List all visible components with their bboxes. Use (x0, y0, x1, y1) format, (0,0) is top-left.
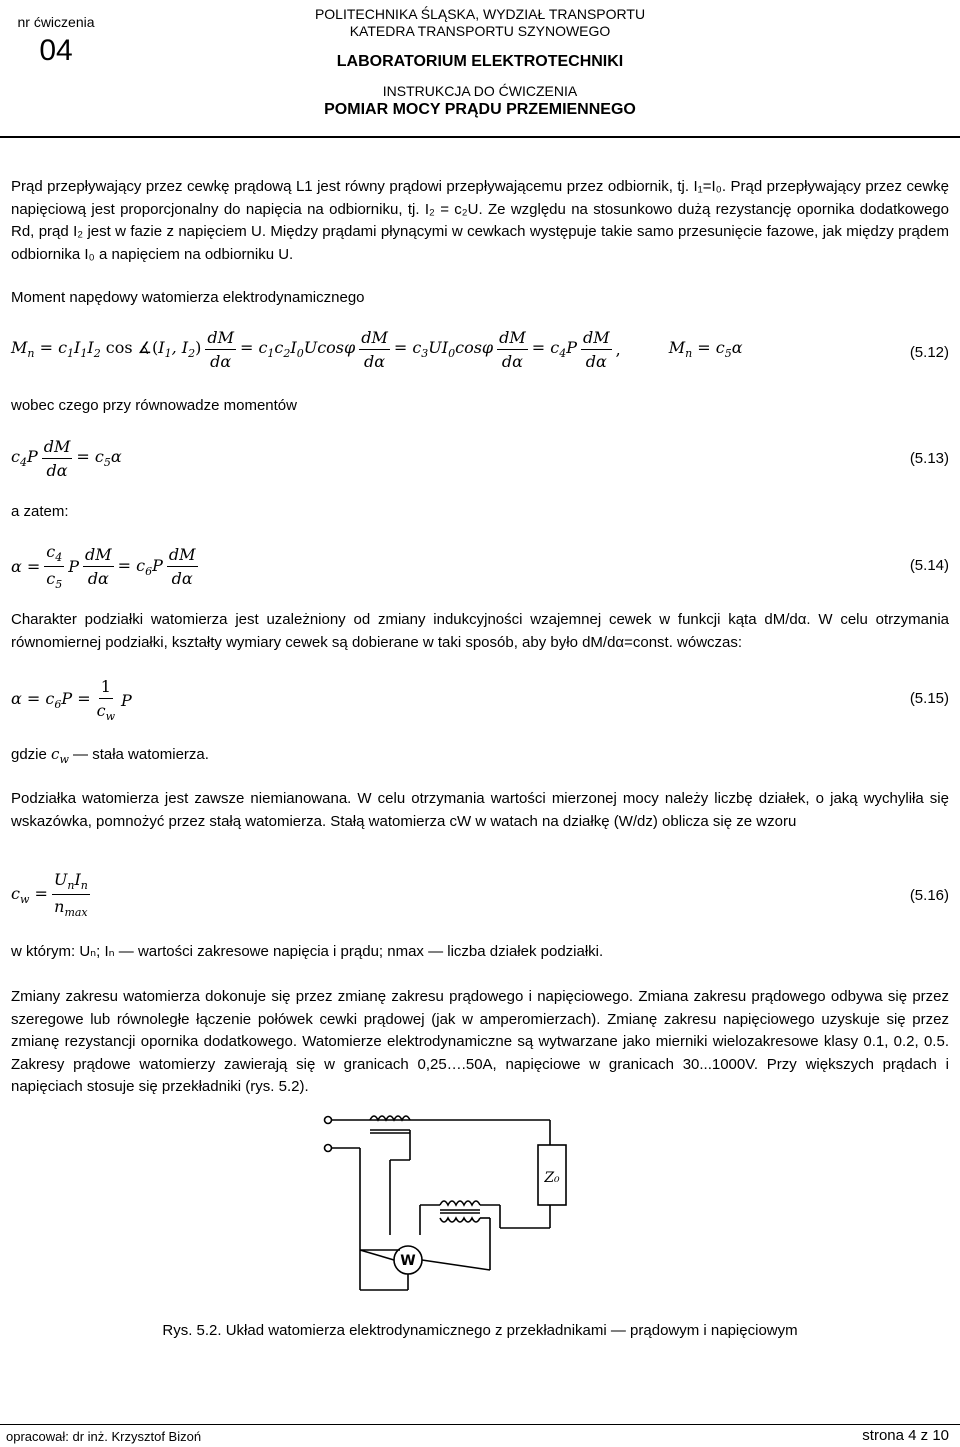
paragraph-equilibrium: wobec czego przy równowadze momentów (11, 397, 297, 414)
equation-5-13: $c_4P$ $\frac{dM}{d\alpha}$ = $c_5\alpha$ (11, 437, 122, 480)
equation-5-12: $M_n = c_1I_1I_2$ $\cos ∡(I_1$, $I_2$) $\frac{dM}{d\alpha}$ = $c_1c_2I_0Ucos\varphi$ $\frac{dM}{d\alpha}$ = $c_3UI_0\cos\varphi$ $\frac{dM}{d\alpha}$ = $c_4P$ $\frac{dM}{d\alpha}$ , $M_n = c_5\alpha$ (11, 328, 743, 371)
equation-number-5-15: (5.15) (909, 690, 949, 707)
paragraph-range-change: Zmiany zakresu watomierza dokonuje się przez zmianę zakresu prądowego i napięciowego. Zmiana zakresu prądowego odbywa się przez szeregowe lub równoległe łączenie połówek cewki prądowej (jak w amperomierzach). Zmianę zakresu napięciowego uzyskuje się przez zmianę rezystancji opornika dodatkowego. Watomierze elektrodynamiczne są wytwarzane jako mierniki wielozakresowe klasy 0.1, 0.2, 0.5. Zakresy prądowe watomierzy zawierają się w granicach 0,25….50A, napięciowe w granicach 30...1000V. Przy większych prądach i napięciach stosuje się przekładniki (rys. 5.2). (11, 988, 949, 1095)
instruction-label: INSTRUKCJA DO ĆWICZENIA (382, 83, 578, 99)
paragraph-where: gdzie $c_w$ — stała watomierza. (11, 745, 209, 766)
equation-5-14: α = $\frac{c_4}{c_5}$ P $\frac{dM}{d\alpha}$ = $c_6P$ $\frac{dM}{d\alpha}$ (11, 542, 196, 592)
header-divider (0, 136, 960, 138)
figure-caption: Rys. 5.2. Układ watomierza elektrodynamicznego z przekładnikami — prądowym i napięciowym (162, 1322, 798, 1339)
equation-number-5-16: (5.16) (909, 887, 949, 904)
load-label: Z₀ (544, 1170, 560, 1186)
paragraph-scale-unitless: Podziałka watomierza jest zawsze niemianowana. W celu otrzymania wartości mierzonej mocy należy liczbę działek, o jaką wychyliła się wskazówka, pomnożyć przez stałą watomierza. Stałą watomierza cW w watach na działkę (W/dz) oblicza się ze wzoru (11, 790, 949, 830)
paragraph-in-which: w którym: Uₙ; Iₙ — wartości zakresowe napięcia i prądu; nmax — liczba działek podziałki. (11, 943, 604, 960)
page-header (0, 0, 960, 136)
paragraph-scale-character: Charakter podziałki watomierza jest uzależniony od zmiany indukcyjności wzajemnej cewek w funkcji kąta dM/dα. W celu otrzymania równomiernej podziałki, kształty wymiary cewek są dobierane w taki sposób, aby było dM/dα=const. wówczas: (11, 611, 949, 651)
department-name: KATEDRA TRANSPORTU SZYNOWEGO (349, 23, 611, 39)
footer-page-number: strona 4 z 10 (862, 1427, 949, 1444)
where-prefix: gdzie (11, 746, 47, 763)
lab-name: LABORATORIUM ELEKTROTECHNIKI (336, 53, 624, 70)
header-titles (250, 0, 710, 119)
wattmeter-label: W (400, 1253, 416, 1269)
equation-number-5-13: (5.13) (909, 450, 949, 467)
paragraph-thus: a zatem: (11, 503, 69, 520)
equation-5-15: $\alpha = c_6P$ = $\frac{1}{c_w}$ P (11, 677, 132, 724)
footer-author: opracował: dr inż. Krzysztof Bizoń (6, 1429, 202, 1444)
equation-5-16: $c_w$ = $\frac{U_nI_n}{n_{max}}$ (11, 870, 88, 920)
equation-number-5-12: (5.12) (909, 344, 949, 361)
exercise-number: 04 (39, 34, 73, 67)
exercise-label: nr ćwiczenia (17, 14, 95, 30)
topic-title: POMIAR MOCY PRĄDU PRZEMIENNEGO (324, 101, 636, 118)
university-name: POLITECHNIKA ŚLĄSKA, WYDZIAŁ TRANSPORTU (314, 6, 646, 22)
paragraph-torque-intro: Moment napędowy watomierza elektrodynamicznego (11, 289, 365, 306)
where-suffix: — stała watomierza. (73, 746, 209, 763)
equation-number-5-14: (5.14) (909, 557, 949, 574)
wattmeter-circuit-diagram (300, 1100, 600, 1310)
footer-divider (0, 1424, 960, 1425)
paragraph-currents: Prąd przepływający przez cewkę prądową L1 jest równy prądowi przepływającemu przez odbiornik, tj. I₁=I₀. Prąd przepływający przez cewkę napięciową jest proporcjonalny do napięcia na odbiorniku, tj. I₂ = c₂U. Ze względu na stosunkowo dużą rezystancję opornika dodatkowego Rd, prąd I₂ jest w fazie z napięciem U. Między prądami płynącymi w cewkach występuje takie samo przesunięcie fazowe, jak między prądem odbiornika I₀ a napięciem na odbiorniku U. (11, 178, 949, 263)
exercise-box (8, 0, 104, 68)
